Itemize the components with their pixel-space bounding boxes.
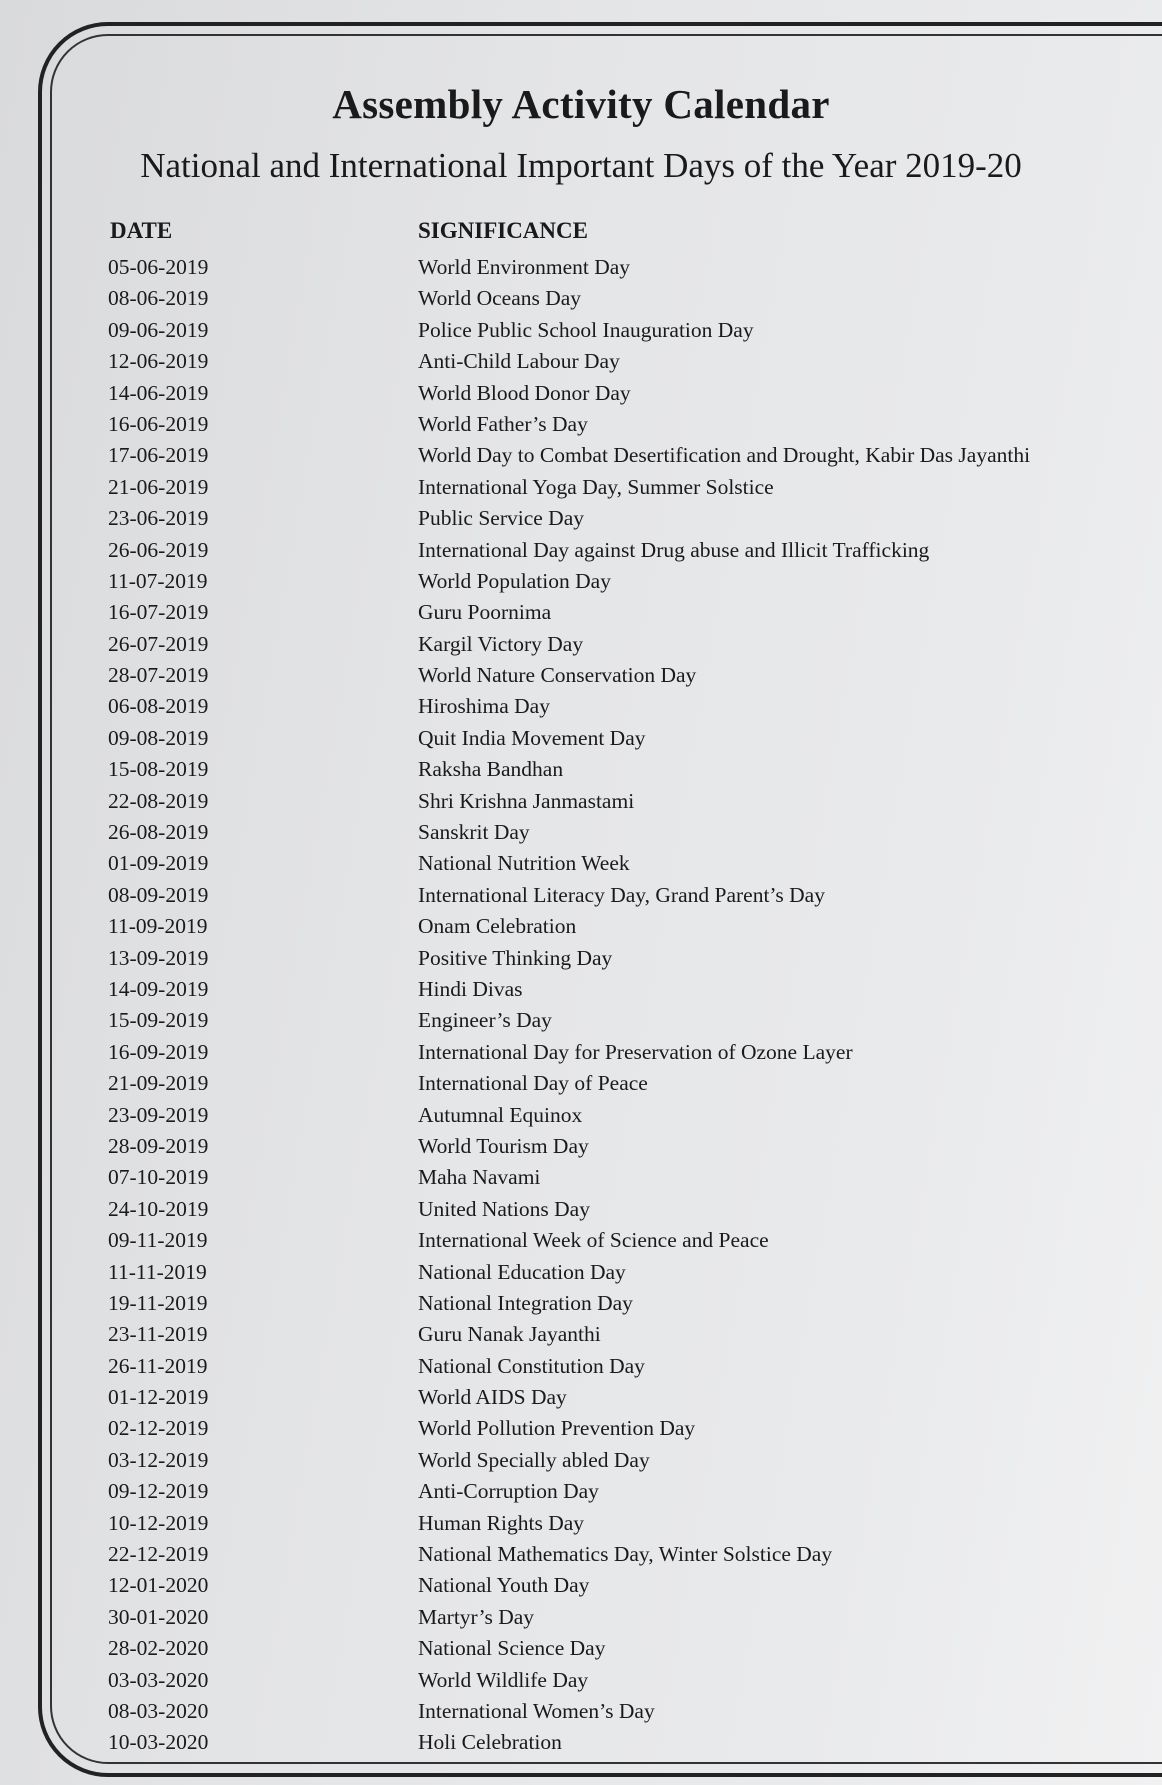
significance-cell: World Specially abled Day	[418, 1447, 650, 1472]
significance-cell: International Week of Science and Peace	[418, 1228, 769, 1253]
significance-column-header: SIGNIFICANCE	[418, 218, 588, 243]
significance-cell: National Integration Day	[418, 1290, 633, 1315]
table-row	[0, 1602, 1162, 1633]
calendar-table	[0, 252, 1162, 1759]
significance-cell: World Blood Donor Day	[418, 380, 631, 405]
table-row	[0, 1100, 1162, 1131]
significance-cell: Holi Celebration	[418, 1730, 562, 1755]
table-row	[0, 1508, 1162, 1539]
significance-cell: Shri Krishna Janmastami	[418, 788, 635, 813]
date-cell: 21-09-2019	[108, 1071, 209, 1096]
table-row	[0, 1005, 1162, 1036]
table-row	[0, 723, 1162, 754]
date-cell: 21-06-2019	[108, 474, 209, 499]
table-row	[0, 1382, 1162, 1413]
table-row	[0, 346, 1162, 377]
significance-cell: Hindi Divas	[418, 976, 523, 1001]
significance-cell: National Nutrition Week	[418, 851, 630, 876]
date-cell: 24-10-2019	[108, 1196, 209, 1221]
table-row	[0, 252, 1162, 283]
date-cell: 23-09-2019	[108, 1102, 209, 1127]
table-row	[0, 943, 1162, 974]
date-cell: 16-06-2019	[108, 411, 209, 436]
table-row	[0, 691, 1162, 722]
date-cell: 09-06-2019	[108, 317, 209, 342]
table-row	[0, 597, 1162, 628]
date-cell: 08-09-2019	[108, 882, 209, 907]
date-cell: 08-06-2019	[108, 286, 209, 311]
date-cell: 01-09-2019	[108, 851, 209, 876]
date-cell: 01-12-2019	[108, 1385, 209, 1410]
date-cell: 10-12-2019	[108, 1510, 209, 1535]
significance-cell: International Yoga Day, Summer Solstice	[418, 474, 774, 499]
significance-cell: Hiroshima Day	[418, 694, 550, 719]
date-cell: 08-03-2020	[108, 1698, 209, 1723]
date-cell: 12-01-2020	[108, 1573, 209, 1598]
significance-cell: National Youth Day	[418, 1573, 590, 1598]
significance-cell: Sanskrit Day	[418, 820, 530, 845]
significance-cell: Police Public School Inauguration Day	[418, 317, 754, 342]
date-cell: 06-08-2019	[108, 694, 209, 719]
date-cell: 07-10-2019	[108, 1165, 209, 1190]
significance-cell: World AIDS Day	[418, 1385, 567, 1410]
significance-cell: World Environment Day	[418, 255, 631, 279]
table-row	[0, 754, 1162, 785]
significance-cell: Public Service Day	[418, 506, 584, 531]
date-cell: 03-12-2019	[108, 1447, 209, 1472]
table-row	[0, 378, 1162, 409]
significance-cell: Martyr’s Day	[418, 1604, 535, 1629]
date-cell: 26-11-2019	[108, 1353, 208, 1378]
table-row	[0, 1727, 1162, 1758]
date-cell: 28-02-2020	[108, 1636, 209, 1661]
table-row	[0, 974, 1162, 1005]
date-cell: 26-06-2019	[108, 537, 209, 562]
date-cell: 16-07-2019	[108, 600, 209, 625]
significance-cell: National Constitution Day	[418, 1353, 645, 1378]
date-cell: 19-11-2019	[108, 1290, 208, 1315]
significance-cell: World Day to Combat Desertification and Drought, Kabir Das Jayanthi	[418, 443, 1031, 468]
significance-cell: World Nature Conservation Day	[418, 663, 697, 688]
date-cell: 05-06-2019	[108, 255, 209, 279]
table-row	[0, 409, 1162, 440]
table-row	[0, 848, 1162, 879]
date-cell: 26-08-2019	[108, 820, 209, 845]
table-row	[0, 1413, 1162, 1444]
significance-cell: Anti-Child Labour Day	[418, 349, 620, 374]
table-row	[0, 566, 1162, 597]
date-cell: 26-07-2019	[108, 631, 209, 656]
date-cell: 16-09-2019	[108, 1039, 209, 1064]
date-column-header: DATE	[110, 218, 173, 243]
table-row	[0, 503, 1162, 534]
date-cell: 03-03-2020	[108, 1667, 209, 1692]
significance-cell: Positive Thinking Day	[418, 945, 613, 970]
table-row	[0, 1319, 1162, 1350]
significance-cell: Autumnal Equinox	[418, 1102, 583, 1127]
date-cell: 28-09-2019	[108, 1133, 209, 1158]
date-cell: 11-11-2019	[108, 1259, 207, 1284]
table-row	[0, 1539, 1162, 1570]
page-subtitle: National and International Important Days of the Year 2019-20	[140, 146, 1022, 185]
significance-cell: World Pollution Prevention Day	[418, 1416, 696, 1441]
significance-cell: National Science Day	[418, 1636, 606, 1661]
date-cell: 11-07-2019	[108, 568, 208, 593]
date-cell: 22-12-2019	[108, 1542, 209, 1567]
date-cell: 23-06-2019	[108, 506, 209, 531]
table-row	[0, 1257, 1162, 1288]
table-row	[0, 911, 1162, 942]
table-row	[0, 1476, 1162, 1507]
table-row	[0, 1131, 1162, 1162]
significance-cell: International Day for Preservation of Ozone Layer	[418, 1039, 853, 1064]
table-row	[0, 880, 1162, 911]
date-cell: 02-12-2019	[108, 1416, 209, 1441]
date-cell: 13-09-2019	[108, 945, 209, 970]
table-row	[0, 1633, 1162, 1664]
table-row	[0, 1665, 1162, 1696]
table-row	[0, 817, 1162, 848]
date-cell: 17-06-2019	[108, 443, 209, 468]
date-cell: 15-09-2019	[108, 1008, 209, 1033]
significance-cell: Maha Navami	[418, 1165, 541, 1190]
significance-cell: Onam Celebration	[418, 914, 577, 939]
page-title: Assembly Activity Calendar	[332, 81, 830, 127]
date-cell: 14-09-2019	[108, 976, 209, 1001]
table-row	[0, 1194, 1162, 1225]
table-row	[0, 315, 1162, 346]
significance-cell: Anti-Corruption Day	[418, 1479, 599, 1504]
table-row	[0, 1225, 1162, 1256]
table-row	[0, 1068, 1162, 1099]
date-cell: 22-08-2019	[108, 788, 209, 813]
significance-cell: International Literacy Day, Grand Parent’s Day	[418, 882, 825, 907]
table-row	[0, 1570, 1162, 1601]
significance-cell: Guru Nanak Jayanthi	[418, 1322, 601, 1347]
significance-cell: Human Rights Day	[418, 1510, 585, 1535]
table-row	[0, 1162, 1162, 1193]
table-row	[0, 629, 1162, 660]
table-row	[0, 1696, 1162, 1727]
date-cell: 09-08-2019	[108, 725, 209, 750]
date-cell: 28-07-2019	[108, 663, 209, 688]
date-cell: 14-06-2019	[108, 380, 209, 405]
table-row	[0, 1351, 1162, 1382]
significance-cell: National Education Day	[418, 1259, 626, 1284]
significance-cell: World Father’s Day	[418, 411, 588, 436]
significance-cell: Quit India Movement Day	[418, 725, 646, 750]
significance-cell: National Mathematics Day, Winter Solstice Day	[418, 1542, 833, 1567]
significance-cell: World Tourism Day	[418, 1133, 589, 1158]
table-row	[0, 472, 1162, 503]
significance-cell: International Day against Drug abuse and Illicit Trafficking	[418, 537, 930, 562]
significance-cell: World Population Day	[418, 568, 611, 593]
table-row	[0, 440, 1162, 471]
table-row	[0, 535, 1162, 566]
date-cell: 09-11-2019	[108, 1228, 208, 1253]
table-row	[0, 660, 1162, 691]
significance-cell: World Wildlife Day	[418, 1667, 589, 1692]
significance-cell: International Women’s Day	[418, 1698, 655, 1723]
significance-cell: Engineer’s Day	[418, 1008, 552, 1033]
significance-cell: World Oceans Day	[418, 286, 582, 311]
date-cell: 10-03-2020	[108, 1730, 209, 1755]
date-cell: 15-08-2019	[108, 757, 209, 782]
significance-cell: Raksha Bandhan	[418, 757, 564, 782]
date-cell: 23-11-2019	[108, 1322, 208, 1347]
significance-cell: Kargil Victory Day	[418, 631, 584, 656]
date-cell: 30-01-2020	[108, 1604, 209, 1629]
table-row	[0, 1445, 1162, 1476]
date-cell: 12-06-2019	[108, 349, 209, 374]
table-row	[0, 283, 1162, 314]
date-cell: 11-09-2019	[108, 914, 208, 939]
significance-cell: United Nations Day	[418, 1196, 590, 1221]
table-row	[0, 786, 1162, 817]
significance-cell: International Day of Peace	[418, 1071, 648, 1096]
date-cell: 09-12-2019	[108, 1479, 209, 1504]
table-row	[0, 1288, 1162, 1319]
table-row	[0, 1037, 1162, 1068]
significance-cell: Guru Poornima	[418, 600, 552, 625]
